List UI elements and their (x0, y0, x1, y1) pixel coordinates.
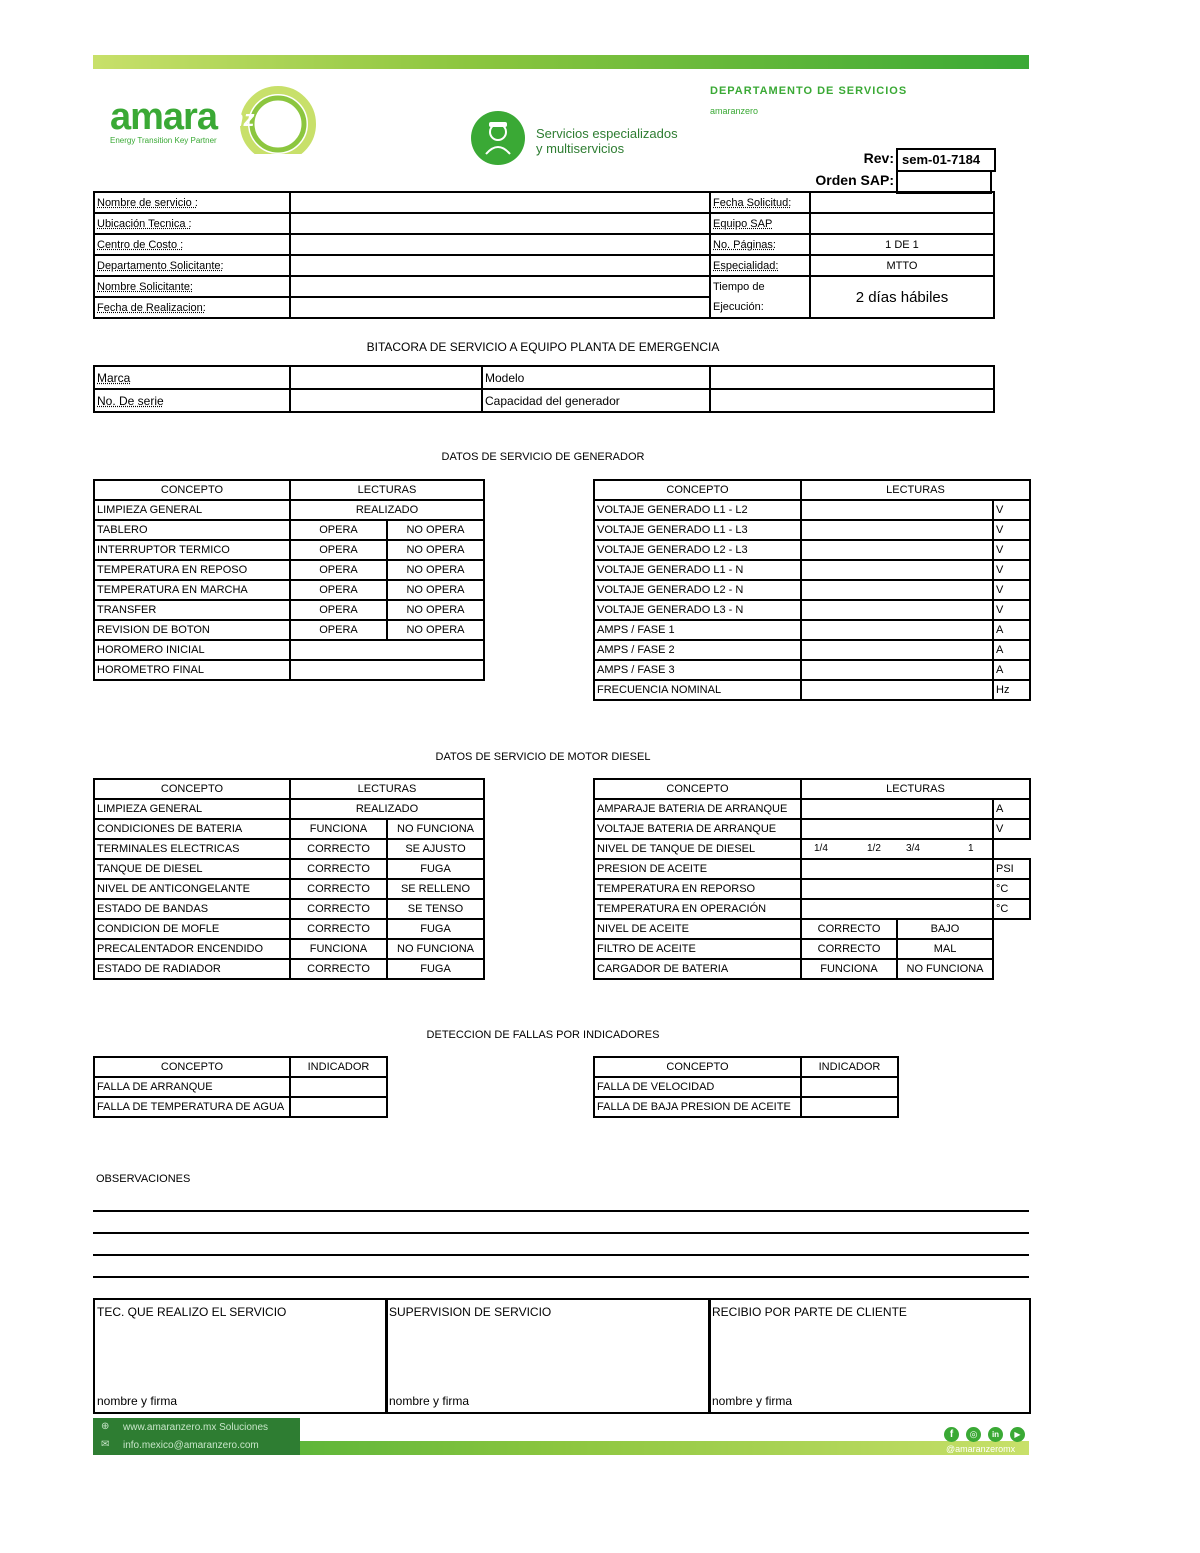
reading-field[interactable] (801, 879, 993, 899)
concepto-cell: TRANSFER (94, 600, 290, 620)
unit-label: Hz (993, 680, 1030, 700)
firma-tecnico-title: TEC. QUE REALIZO EL SERVICIO (97, 1305, 287, 1319)
option-b[interactable]: SE AJUSTO (387, 839, 484, 859)
option-opera[interactable]: OPERA (290, 560, 387, 580)
marca-field[interactable] (290, 366, 482, 389)
equipment-table (93, 365, 995, 413)
concepto-cell: HOROMERO INICIAL (94, 640, 290, 660)
concepto-cell: FALLA DE VELOCIDAD (594, 1077, 801, 1097)
reading-field[interactable] (801, 680, 993, 700)
mail-icon: ✉ (101, 1439, 110, 1450)
firma-supervision-title: SUPERVISION DE SERVICIO (389, 1305, 552, 1319)
diesel-level-option[interactable]: 3/4 (906, 843, 920, 854)
col-header-concepto: CONCEPTO (594, 1057, 801, 1077)
col-header-lecturas: LECTURAS (801, 779, 1030, 799)
reading-field[interactable] (801, 660, 993, 680)
option-b[interactable]: SE RELLENO (387, 879, 484, 899)
concepto-cell: LIMPIEZA GENERAL (94, 799, 290, 819)
top-banner-bar (93, 55, 1029, 69)
option-b[interactable]: BAJO (897, 919, 993, 939)
motor-checklist-table (93, 778, 485, 980)
label-marca: Marca (94, 366, 290, 389)
col-header-concepto: CONCEPTO (94, 779, 290, 799)
concepto-cell: TEMPERATURA EN MARCHA (94, 580, 290, 600)
col-header-concepto: CONCEPTO (594, 779, 801, 799)
reading-field[interactable] (801, 560, 993, 580)
firma-supervision-box[interactable] (385, 1298, 711, 1414)
label-modelo: Modelo (482, 366, 710, 389)
option-no-opera[interactable]: NO OPERA (387, 560, 484, 580)
concepto-cell: CONDICIONES DE BATERIA (94, 819, 290, 839)
concepto-cell: ESTADO DE BANDAS (94, 899, 290, 919)
concepto-cell: REVISION DE BOTON (94, 620, 290, 640)
generador-readings-table (593, 479, 1031, 701)
rev-value[interactable]: sem-01-7184 (896, 148, 996, 172)
firma-cliente-title: RECIBIO POR PARTE DE CLIENTE (712, 1305, 907, 1319)
unit-label: °C (993, 879, 1030, 899)
col-header-concepto: CONCEPTO (594, 480, 801, 500)
concepto-cell: PRECALENTADOR ENCENDIDO (94, 939, 290, 959)
unit-label: V (993, 540, 1030, 560)
unit-label: V (993, 560, 1030, 580)
option-no-opera[interactable]: NO OPERA (387, 520, 484, 540)
facebook-icon[interactable]: f (944, 1427, 959, 1442)
empty-cell (993, 919, 1030, 939)
col-header-lecturas: LECTURAS (290, 779, 484, 799)
serie-field[interactable] (290, 389, 482, 412)
services-line-2: y multiservicios (536, 141, 625, 156)
observaciones-label: OBSERVACIONES (96, 1173, 191, 1185)
concepto-cell: CARGADOR DE BATERIA (594, 959, 801, 979)
unit-label: A (993, 799, 1030, 819)
diesel-level-option[interactable]: 1/2 (867, 843, 881, 854)
option-a[interactable]: CORRECTO (290, 959, 387, 979)
option-a[interactable]: CORRECTO (290, 839, 387, 859)
footer-contact-panel (93, 1418, 300, 1455)
worker-icon (470, 110, 526, 166)
concepto-cell: AMPARAJE BATERIA DE ARRANQUE (594, 799, 801, 819)
option-opera[interactable]: OPERA (290, 520, 387, 540)
firma-tecnico-nombre: nombre y firma (97, 1394, 178, 1408)
department-subtitle: amaranzero (710, 106, 759, 116)
option-a[interactable]: CORRECTO (801, 939, 897, 959)
option-opera[interactable]: OPERA (290, 600, 387, 620)
reading-field[interactable] (801, 819, 993, 839)
unit-label: PSI (993, 859, 1030, 879)
firma-supervision-nombre: nombre y firma (389, 1394, 470, 1408)
label-capacidad: Capacidad del generador (482, 389, 710, 412)
unit-label: V (993, 819, 1030, 839)
reading-field[interactable] (801, 600, 993, 620)
concepto-cell: INTERRUPTOR TERMICO (94, 540, 290, 560)
label-serie: No. De serie (94, 389, 290, 412)
option-realizado[interactable]: REALIZADO (290, 799, 484, 819)
firma-tecnico-box[interactable] (93, 1298, 388, 1414)
label-paginas: No. Páginas: (710, 234, 810, 255)
option-no-opera[interactable]: NO OPERA (387, 580, 484, 600)
solicitante-field[interactable] (290, 276, 710, 297)
unit-label: A (993, 620, 1030, 640)
observaciones-line[interactable] (93, 1254, 1029, 1256)
unit-label: V (993, 600, 1030, 620)
generador-title: DATOS DE SERVICIO DE GENERADOR (441, 451, 645, 463)
concepto-cell: VOLTAJE GENERADO L1 - L2 (594, 500, 801, 520)
generador-checklist-table (93, 479, 485, 681)
label-equipo-sap: Equipo SAP (710, 213, 810, 234)
centro-costo-field[interactable] (290, 234, 710, 255)
reading-field[interactable] (801, 620, 993, 640)
indicador-field[interactable] (801, 1077, 898, 1097)
option-no-opera[interactable]: NO OPERA (387, 600, 484, 620)
reading-field[interactable] (290, 660, 484, 680)
label-nombre-servicio: Nombre de servicio : (94, 192, 290, 213)
concepto-cell: NIVEL DE ACEITE (594, 919, 801, 939)
concepto-cell: VOLTAJE GENERADO L1 - L3 (594, 520, 801, 540)
especialidad-value: MTTO (810, 255, 994, 276)
bitacora-title: BITACORA DE SERVICIO A EQUIPO PLANTA DE EMERGENCIA (366, 340, 720, 354)
reading-field[interactable] (801, 520, 993, 540)
motor-readings-table (593, 778, 1031, 980)
globe-icon: ⊕ (101, 1421, 110, 1432)
brand-name: amara (110, 96, 217, 138)
brand-suffix: nzero (230, 106, 289, 131)
concepto-cell: HOROMETRO FINAL (94, 660, 290, 680)
departamento-field[interactable] (290, 255, 710, 276)
fallas-left-table (93, 1056, 388, 1118)
option-a[interactable]: CORRECTO (290, 899, 387, 919)
reading-field[interactable] (801, 500, 993, 520)
option-b[interactable]: MAL (897, 939, 993, 959)
modelo-field[interactable] (710, 366, 994, 389)
motor-title: DATOS DE SERVICIO DE MOTOR DIESEL (435, 751, 651, 763)
label-fecha-realizacion: Fecha de Realizacion: (94, 297, 290, 318)
label-departamento: Departamento Solicitante: (94, 255, 290, 276)
concepto-cell: VOLTAJE GENERADO L2 - N (594, 580, 801, 600)
unit-label: V (993, 580, 1030, 600)
option-b[interactable]: FUGA (387, 959, 484, 979)
option-realizado[interactable]: REALIZADO (290, 500, 484, 520)
concepto-cell: TEMPERATURA EN OPERACIÓN (594, 899, 801, 919)
footer-social-handle: @amaranzeromx (946, 1444, 1016, 1454)
concepto-cell: ESTADO DE RADIADOR (94, 959, 290, 979)
unit-label: V (993, 520, 1030, 540)
option-a[interactable]: FUNCIONA (290, 819, 387, 839)
option-a[interactable]: CORRECTO (290, 879, 387, 899)
concepto-cell: FRECUENCIA NOMINAL (594, 680, 801, 700)
concepto-cell: LIMPIEZA GENERAL (94, 500, 290, 520)
option-b[interactable]: FUGA (387, 859, 484, 879)
option-a[interactable]: CORRECTO (290, 859, 387, 879)
concepto-cell: NIVEL DE ANTICONGELANTE (94, 879, 290, 899)
firma-cliente-box[interactable] (708, 1298, 1031, 1414)
concepto-cell: TEMPERATURA EN REPORSO (594, 879, 801, 899)
option-b[interactable]: SE TENSO (387, 899, 484, 919)
footer-email[interactable]: info.mexico@amaranzero.com (123, 1440, 259, 1451)
label-fecha-solicitud: Fecha Solicitud: (710, 192, 810, 213)
reading-field[interactable] (801, 799, 993, 819)
services-line-1: Servicios especializados (536, 126, 678, 141)
option-opera[interactable]: OPERA (290, 580, 387, 600)
option-a[interactable]: CORRECTO (290, 919, 387, 939)
youtube-icon[interactable]: ▶ (1010, 1427, 1025, 1442)
concepto-cell: TEMPERATURA EN REPOSO (94, 560, 290, 580)
service-info-table (93, 191, 995, 319)
option-opera[interactable]: OPERA (290, 540, 387, 560)
observaciones-line[interactable] (93, 1232, 1029, 1234)
nombre-servicio-field[interactable] (290, 192, 710, 213)
rev-label: Rev: (863, 150, 894, 166)
unit-label: V (993, 500, 1030, 520)
reading-field[interactable] (801, 580, 993, 600)
option-a[interactable]: FUNCIONA (801, 959, 897, 979)
option-b[interactable]: FUGA (387, 919, 484, 939)
concepto-cell: VOLTAJE GENERADO L1 - N (594, 560, 801, 580)
label-especialidad: Especialidad: (710, 255, 810, 276)
concepto-cell: AMPS / FASE 2 (594, 640, 801, 660)
col-header-concepto: CONCEPTO (94, 480, 290, 500)
company-logo (108, 84, 323, 154)
unit-label: °C (993, 899, 1030, 919)
observaciones-line[interactable] (93, 1210, 1029, 1212)
concepto-cell: FILTRO DE ACEITE (594, 939, 801, 959)
concepto-cell: FALLA DE ARRANQUE (94, 1077, 290, 1097)
label-solicitante: Nombre Solicitante: (94, 276, 290, 297)
concepto-cell: CONDICION DE MOFLE (94, 919, 290, 939)
concepto-cell: PRESION DE ACEITE (594, 859, 801, 879)
reading-field[interactable] (801, 859, 993, 879)
reading-field[interactable] (801, 540, 993, 560)
reading-field[interactable] (801, 899, 993, 919)
fecha-realizacion-field[interactable] (290, 297, 710, 318)
footer-web[interactable]: www.amaranzero.mx Soluciones (123, 1422, 269, 1433)
unit-label: A (993, 640, 1030, 660)
option-a[interactable]: FUNCIONA (290, 939, 387, 959)
reading-field[interactable] (290, 640, 484, 660)
col-header-lecturas: LECTURAS (290, 480, 484, 500)
concepto-cell: FALLA DE TEMPERATURA DE AGUA (94, 1097, 290, 1117)
col-header-indicador: INDICADOR (801, 1057, 898, 1077)
col-header-concepto: CONCEPTO (94, 1057, 290, 1077)
option-b[interactable]: NO FUNCIONA (387, 819, 484, 839)
option-b[interactable]: NO FUNCIONA (897, 959, 993, 979)
tiempo-ejecucion-value: 2 días hábiles (810, 276, 994, 318)
label-tiempo: Tiempo de (710, 276, 810, 297)
social-icons (944, 1427, 1030, 1443)
concepto-cell: NIVEL DE TANQUE DE DIESEL (594, 839, 801, 859)
option-no-opera[interactable]: NO OPERA (387, 540, 484, 560)
option-a[interactable]: CORRECTO (801, 919, 897, 939)
label-centro-costo: Centro de Costo : (94, 234, 290, 255)
col-header-lecturas: LECTURAS (801, 480, 1030, 500)
fallas-title: DETECCION DE FALLAS POR INDICADORES (426, 1029, 660, 1041)
diesel-level-option[interactable]: 1/4 (814, 843, 828, 854)
option-no-opera[interactable]: NO OPERA (387, 620, 484, 640)
empty-cell (993, 959, 1030, 979)
label-ubicacion: Ubicación Tecnica : (94, 213, 290, 234)
linkedin-icon[interactable]: in (988, 1427, 1003, 1442)
empty-cell (993, 839, 1030, 859)
concepto-cell: AMPS / FASE 1 (594, 620, 801, 640)
diesel-level-options (801, 839, 993, 859)
diesel-level-option[interactable]: 1 (968, 843, 974, 854)
indicador-field[interactable] (290, 1097, 387, 1117)
col-header-indicador: INDICADOR (290, 1057, 387, 1077)
instagram-icon[interactable]: ◎ (966, 1427, 981, 1442)
concepto-cell: VOLTAJE GENERADO L3 - N (594, 600, 801, 620)
paginas-value: 1 DE 1 (810, 234, 994, 255)
concepto-cell: VOLTAJE GENERADO L2 - L3 (594, 540, 801, 560)
empty-cell (993, 939, 1030, 959)
option-b[interactable]: NO FUNCIONA (387, 939, 484, 959)
concepto-cell: TANQUE DE DIESEL (94, 859, 290, 879)
orden-sap-label: Orden SAP: (815, 172, 894, 188)
fallas-right-table (593, 1056, 899, 1118)
fecha-solicitud-field[interactable] (810, 192, 994, 213)
firma-cliente-nombre: nombre y firma (712, 1394, 793, 1408)
concepto-cell: TERMINALES ELECTRICAS (94, 839, 290, 859)
reading-field[interactable] (801, 640, 993, 660)
unit-label: A (993, 660, 1030, 680)
services-badge (470, 110, 690, 170)
department-title: DEPARTAMENTO DE SERVICIOS (710, 85, 908, 97)
concepto-cell: FALLA DE BAJA PRESION DE ACEITE (594, 1097, 801, 1117)
concepto-cell: AMPS / FASE 3 (594, 660, 801, 680)
ubicacion-field[interactable] (290, 213, 710, 234)
brand-tagline: Energy Transition Key Partner (110, 136, 217, 145)
indicador-field[interactable] (290, 1077, 387, 1097)
concepto-cell: TABLERO (94, 520, 290, 540)
observaciones-line[interactable] (93, 1276, 1029, 1278)
capacidad-field[interactable] (710, 389, 994, 412)
concepto-cell: VOLTAJE BATERIA DE ARRANQUE (594, 819, 801, 839)
equipo-sap-field[interactable] (810, 213, 994, 234)
indicador-field[interactable] (801, 1097, 898, 1117)
option-opera[interactable]: OPERA (290, 620, 387, 640)
label-ejecucion: Ejecución: (710, 297, 810, 318)
